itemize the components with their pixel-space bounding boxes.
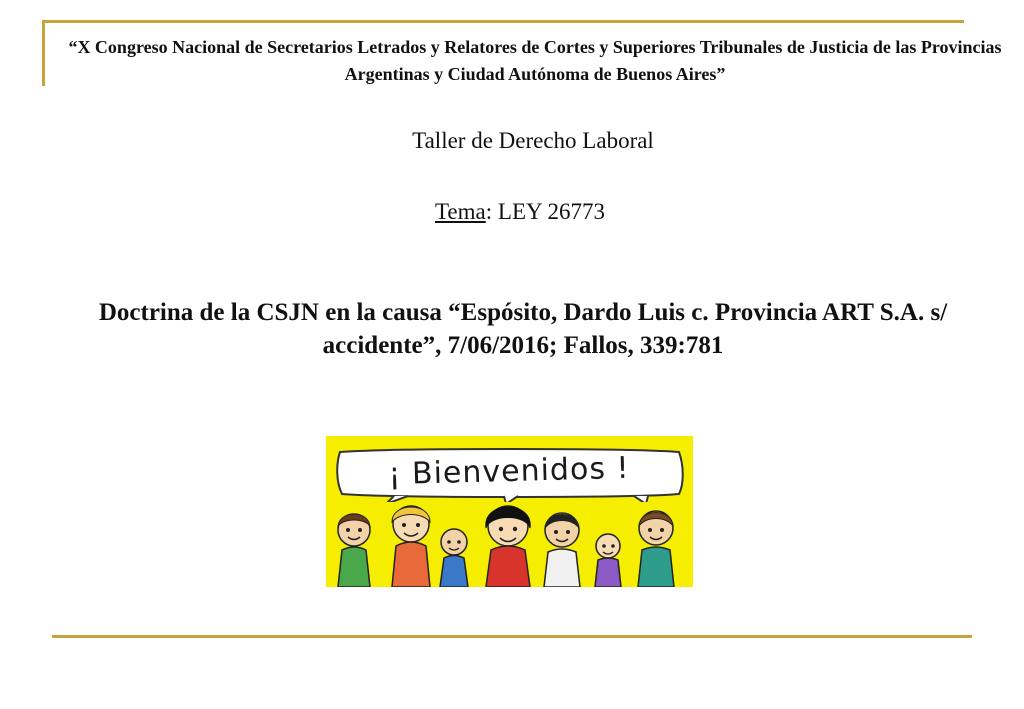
top-left-divider: [42, 20, 45, 86]
congress-title: “X Congreso Nacional de Secretarios Letrados y Relatores de Cortes y Superiores Tribunales de Justicia de las Provincias Argentinas y Ciudad Autónoma de Buenos Aires”: [68, 37, 1002, 84]
welcome-text: ¡ Bienvenidos !: [388, 450, 630, 493]
topic-line: [0, 197, 1024, 227]
top-divider: [42, 20, 964, 23]
doctrine-citation: Doctrina de la CSJN en la causa “Espósito, Dardo Luis c. Provincia ART S.A. s/ accidente”, 7/06/2016; Fallos, 339:781: [98, 299, 948, 359]
workshop-title: Taller de Derecho Laboral: [412, 128, 654, 153]
topic-label: Tema: [434, 199, 486, 224]
welcome-image: [326, 436, 693, 587]
topic-value: : LEY 26773: [485, 199, 605, 224]
cartoon-children-icon: [326, 496, 693, 587]
bottom-divider: [52, 635, 972, 638]
